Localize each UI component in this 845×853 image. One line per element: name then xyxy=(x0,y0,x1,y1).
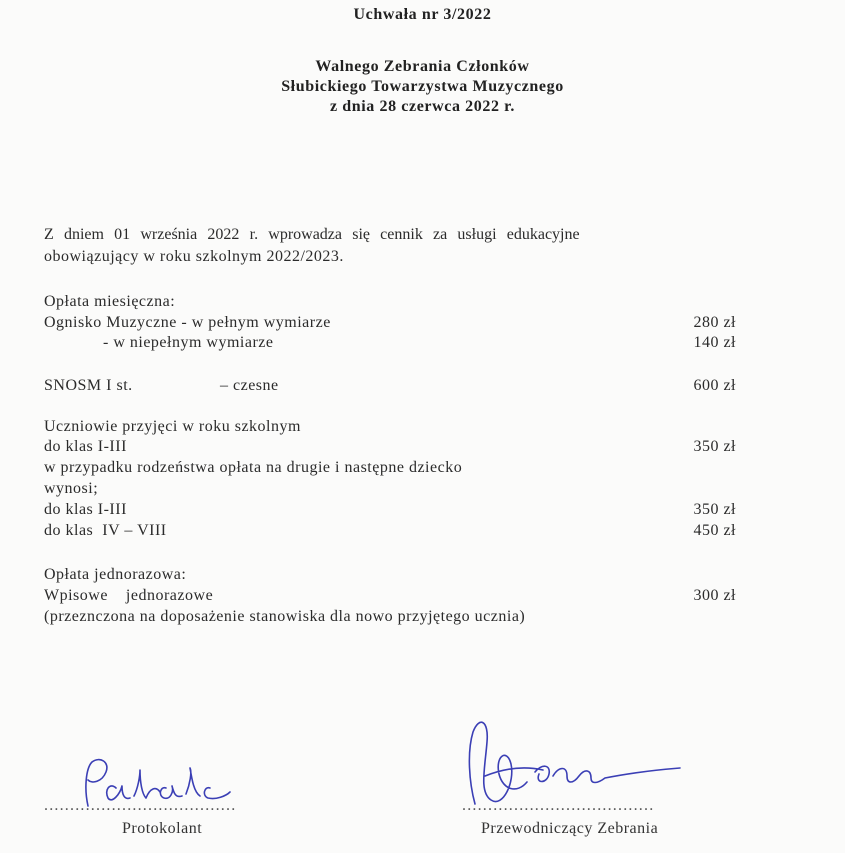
monthly-partial-price: 140 zł xyxy=(693,334,736,351)
snosm-price: 600 zł xyxy=(693,377,736,394)
protokolant-signature-line: ..................................... xyxy=(44,797,237,814)
resolution-date: z dnia 28 czerwca 2022 r. xyxy=(329,98,516,115)
registration-fee-price: 300 zł xyxy=(693,587,736,604)
assembly-title: Walnego Zebrania Członków xyxy=(315,58,530,75)
monthly-full-price: 280 zł xyxy=(693,314,736,331)
society-name: Słubickiego Towarzystwa Muzycznego xyxy=(281,78,564,95)
intro-line-1: Z dniem 01 września 2022 r. wprowadza się cennik za usługi edukacyjne xyxy=(44,226,580,243)
siblings-grades-1-3: do klas I-III xyxy=(44,501,127,518)
siblings-note: w przypadku rodzeństwa opłata na drugie i następne dziecko xyxy=(44,459,463,476)
monthly-fee-heading: Opłata miesięczna: xyxy=(44,293,176,310)
monthly-full-label: Ognisko Muzyczne - w pełnym wymiarze xyxy=(44,314,331,331)
chairman-caption: Przewodniczący Zebrania xyxy=(481,820,659,837)
siblings-grades-1-3-price: 350 zł xyxy=(693,501,736,518)
students-heading: Uczniowie przyjęci w roku szkolnym xyxy=(44,418,301,435)
students-grades-1-3-price: 350 zł xyxy=(693,438,736,455)
chairman-signature-line: ..................................... xyxy=(462,797,655,814)
onetime-fee-heading: Opłata jednorazowa: xyxy=(44,566,187,583)
siblings-grades-4-8-price: 450 zł xyxy=(693,522,736,539)
students-grades-1-3: do klas I-III xyxy=(44,438,127,455)
snosm-label: SNOSM I st. xyxy=(44,377,133,394)
monthly-partial-label: - w niepełnym wymiarze xyxy=(103,334,274,351)
siblings-grades-4-8: do klas IV – VIII xyxy=(44,522,167,539)
registration-fee-label: Wpisowe jednorazowe xyxy=(44,587,214,604)
registration-fee-note: (przeznczona na doposażenie stanowiska dla nowo przyjętego ucznia) xyxy=(44,608,526,625)
intro-line-2: obowiązujący w roku szkolnym 2022/2023. xyxy=(44,248,344,265)
snosm-tuition-label: – czesne xyxy=(220,377,279,394)
protokolant-caption: Protokolant xyxy=(122,820,203,837)
siblings-note-cont: wynosi; xyxy=(44,480,99,497)
resolution-number: Uchwała nr 3/2022 xyxy=(353,6,492,23)
